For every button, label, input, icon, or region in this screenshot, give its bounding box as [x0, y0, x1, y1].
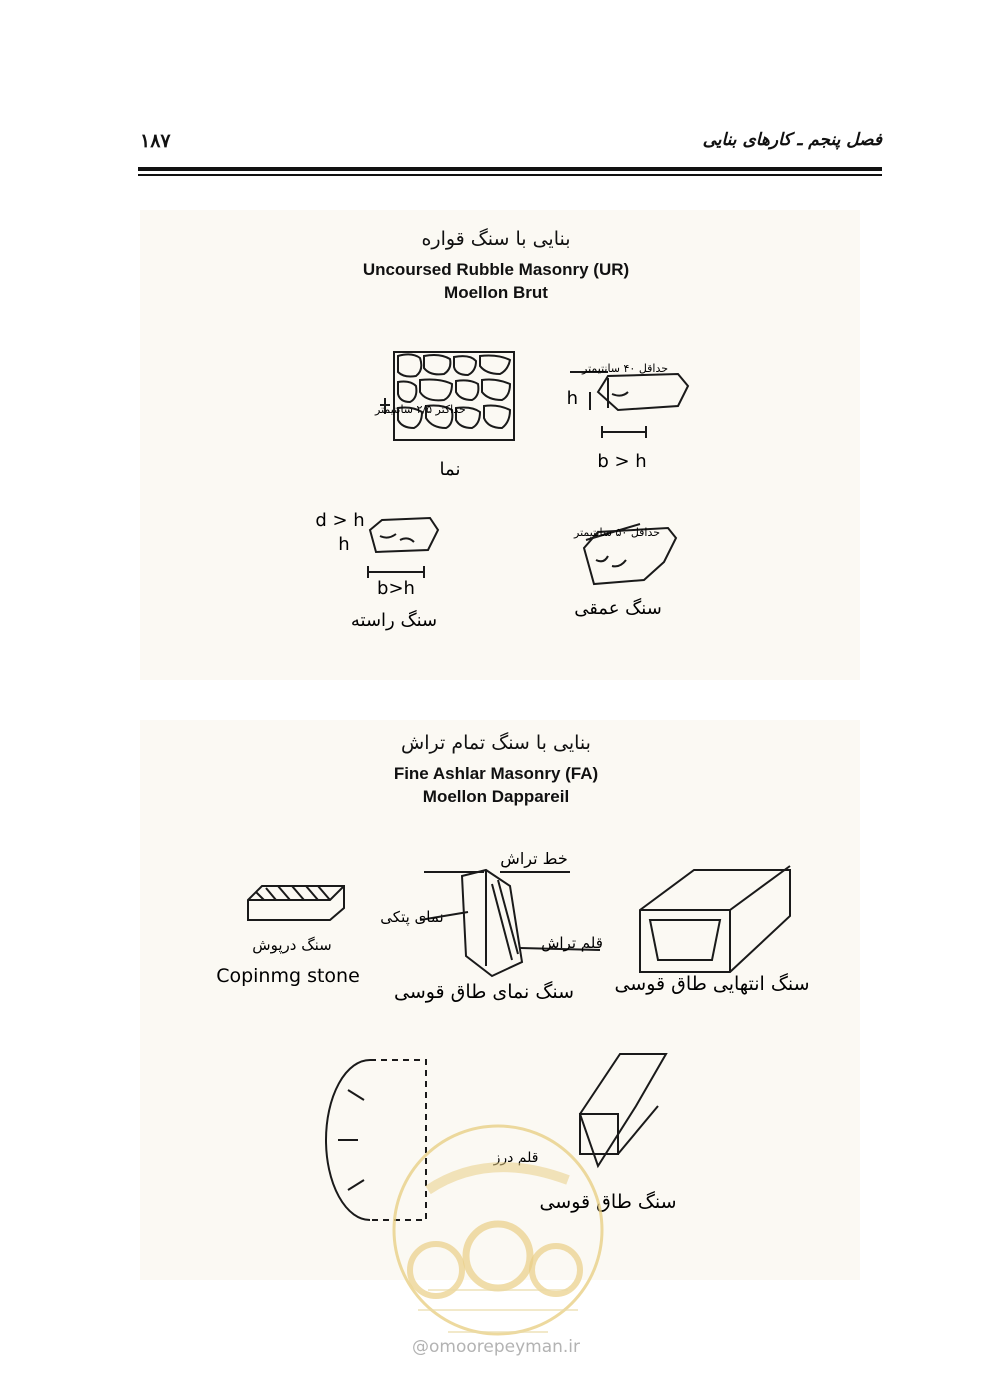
- label-max-joint: حداکثر ۲/۵ سانتیمتر: [375, 403, 466, 416]
- label-min-40: حداقل ۴۰ سانتیمتر: [582, 362, 669, 375]
- chapter-title: فصل پنجم ـ کارهای بنایی: [702, 130, 882, 150]
- label-arch-stone: سنگ طاق قوسی: [539, 1191, 677, 1213]
- label-cutting-chisel: قلم تراش: [541, 934, 603, 952]
- label-b-gt-h: b > h: [597, 451, 647, 472]
- label-arch-end-stone: سنگ انتهایی طاق قوسی: [614, 973, 810, 995]
- label-h: h: [566, 388, 578, 409]
- label-straight-stone: سنگ راسته: [350, 610, 438, 631]
- label-b-gt-h2: b>h: [377, 578, 415, 599]
- section2-title-fa: بنایی با سنگ تمام تراش: [401, 732, 591, 754]
- label-d-gt-h: d > h: [315, 510, 365, 531]
- label-cutting-line: خط تراش: [500, 849, 568, 868]
- section1-subtitle-en: Moellon Brut: [444, 283, 548, 302]
- section1-title-en: Uncoursed Rubble Masonry (UR): [362, 260, 630, 279]
- watermark-logo: [388, 1120, 608, 1340]
- label-coping-en: Copinmg stone: [216, 965, 360, 987]
- section1-title-fa: بنایی با سنگ قواره: [421, 228, 571, 250]
- label-facade: نما: [439, 459, 461, 480]
- label-min-50: حداقل ۵۰ سانتیمتر: [574, 526, 661, 539]
- watermark-text: @omoorepeyman.ir: [411, 1337, 581, 1357]
- label-arch-face-stone: سنگ نمای طاق قوسی: [393, 981, 575, 1003]
- section2-subtitle-en: Moellon Dappareil: [422, 787, 570, 806]
- page-number: ۱۸۷: [140, 130, 171, 152]
- label-joint-chisel: قلم درز: [493, 1150, 539, 1166]
- label-coping-fa: سنگ درپوش: [252, 936, 332, 954]
- section2-title-en: Fine Ashlar Masonry (FA): [393, 764, 599, 783]
- label-bush-face: نمای پتکی: [380, 908, 444, 926]
- label-deep-stone: سنگ عمقی: [574, 598, 662, 619]
- label-h2: h: [338, 534, 350, 555]
